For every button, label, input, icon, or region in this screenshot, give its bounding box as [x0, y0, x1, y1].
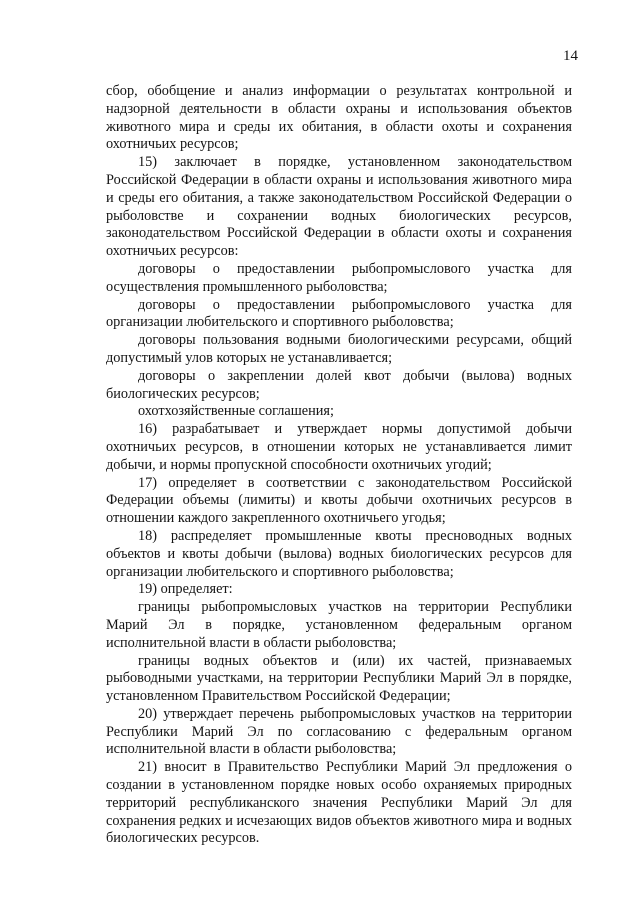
paragraph-8: 16) разрабатывает и утверждает нормы допустимой добычи охотничьих ресурсов, в отношении которых не устанавливается лимит добычи, и нормы пропускной способности охотничьих угодий;	[106, 421, 572, 473]
paragraph-3: договоры о предоставлении рыбопромыслового участка для осуществления промышленного рыболовства;	[106, 260, 572, 295]
paragraph-9: 17) определяет в соответствии с законодательством Российской Федерации объемы (лимиты) и квоты добычи охотничьих ресурсов в отношении каждого закрепленного охотничьего угодья;	[106, 474, 572, 527]
paragraph-4: договоры о предоставлении рыбопромыслового участка для организации любительского и спортивного рыболовства;	[106, 296, 572, 331]
paragraph-10: 18) распределяет промышленные квоты пресноводных водных объектов и квоты добычи (вылова) водных биологических ресурсов для организации любительского и спортивного рыболовства;	[106, 527, 572, 580]
paragraph-7: охотхозяйственные соглашения;	[138, 403, 334, 420]
paragraph-12: границы рыбопромысловых участков на территории Республики Марий Эл в порядке, установленном федеральным органом исполнительной власти в области рыболовства;	[106, 599, 572, 651]
paragraph-6: договоры о закреплении долей квот добычи (вылова) водных биологических ресурсов;	[106, 367, 572, 402]
paragraph-11: 19) определяет:	[138, 581, 233, 598]
paragraph-14: 20) утверждает перечень рыбопромысловых участков на территории Республики Марий Эл по согласованию с федеральным органом исполнительной власти в области рыболовства;	[106, 705, 572, 758]
paragraph-1: сбор, обобщение и анализ информации о результатах контрольной и надзорной деятельности в области охраны и использования объектов животного мира и среды их обитания, в области охоты и сохранения охотничьих ресурсов;	[106, 83, 572, 153]
paragraph-13: границы водных объектов и (или) их частей, признаваемых рыбоводными участками, на территории Республики Марий Эл в порядке, установленном Правительством Российской Федерации;	[106, 652, 572, 705]
page-number: 14	[563, 48, 578, 64]
paragraph-15: 21) вносит в Правительство Республики Марий Эл предложения о создании в установленном порядке новых особо охраняемых природных территорий республиканского значения Республики Марий Эл для сохранения редких и исчезающих видов объектов животного мира и водных биологических ресурсов.	[106, 759, 572, 847]
paragraph-2: 15) заключает в порядке, установленном законодательством Российской Федерации в области охраны и использования животного мира и среды его обитания, а также законодательством Российской Федерации о рыболовстве и сохранении водных биологических ресурсов, законодательством Российской Федерации в области охоты и сохранения охотничьих ресурсов:	[106, 154, 572, 260]
paragraph-5: договоры пользования водными биологическими ресурсами, общий допустимый улов которых не устанавливается;	[106, 332, 572, 366]
body-text	[106, 83, 572, 848]
